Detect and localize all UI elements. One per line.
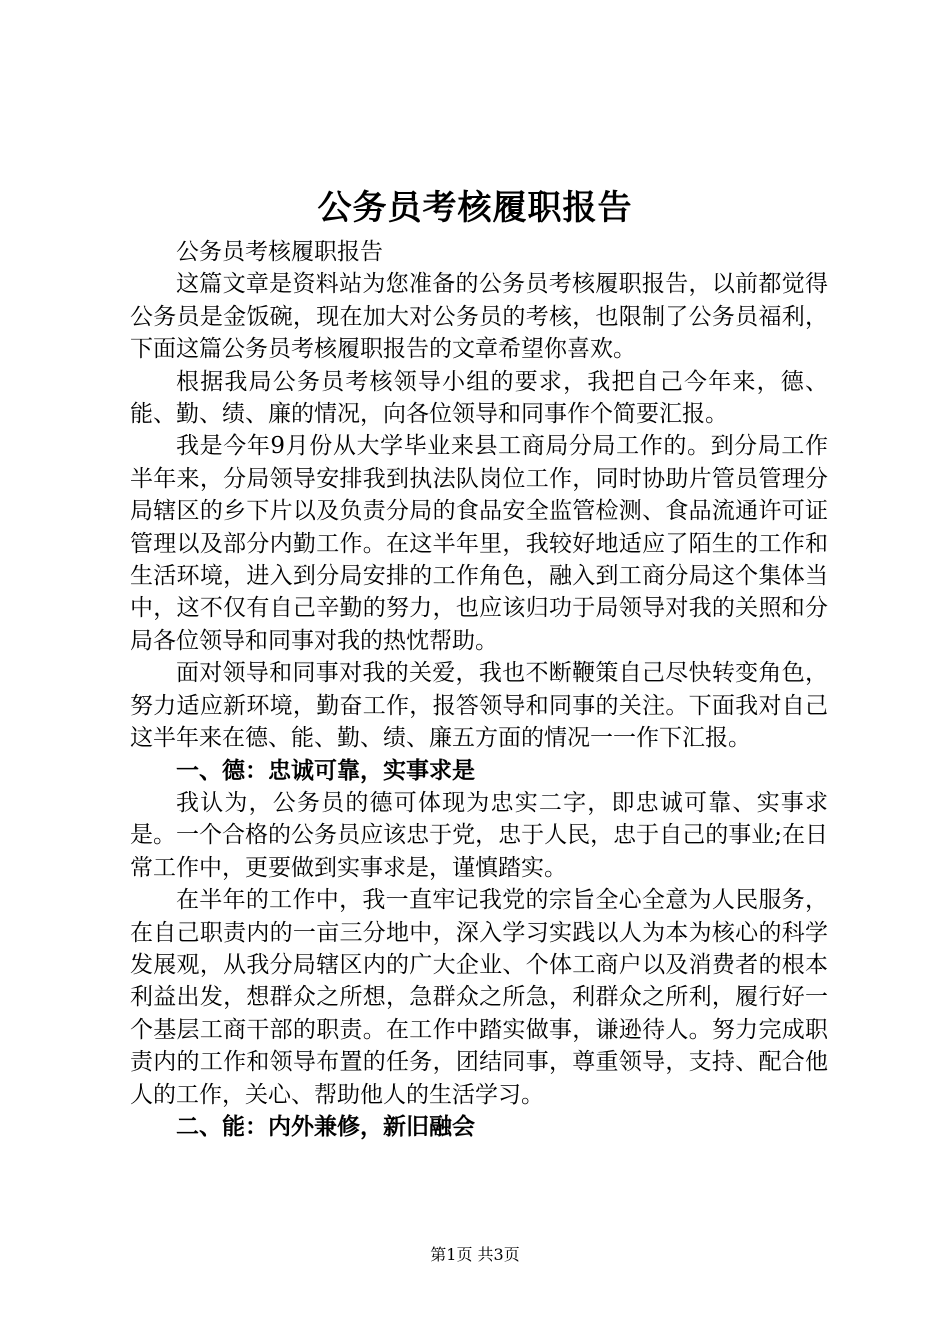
section-heading: 二、能：内外兼修，新旧融会 bbox=[176, 1113, 475, 1140]
paragraph: 我认为，公务员的德可体现为忠实二字，即忠诚可靠、实事求是。一个合格的公务员应该忠于党，忠于人民，忠于自己的事业;在日常工作中，更要做到实事求是，谨慎踏实。 bbox=[130, 789, 828, 881]
paragraph: 根据我局公务员考核领导小组的要求，我把自己今年来，德、能、勤、绩、廉的情况，向各位领导和同事作个简要汇报。 bbox=[130, 368, 828, 428]
paragraph: 公务员考核履职报告 bbox=[176, 239, 383, 265]
page-footer: 第1页 共3页 bbox=[430, 1245, 520, 1264]
paragraph: 在半年的工作中，我一直牢记我党的宗旨全心全意为人民服务，在自己职责内的一亩三分地中，深入学习实践以人为本为核心的科学发展观，从我分局辖区内的广大企业、个体工商户以及消费者的根本利益出发，想群众之所想，急群众之所急，利群众之所利，履行好一个基层工商干部的职责。在工作中踏实做事，谦逊待人。努力完成职责内的工作和领导布置的任务，团结同事，尊重领导，支持、配合他人的工作，关心、帮助他人的生活学习。 bbox=[130, 887, 828, 1108]
document-title: 公务员考核履职报告 bbox=[317, 188, 633, 228]
document-body bbox=[130, 236, 828, 1143]
section-heading: 一、德：忠诚可靠，实事求是 bbox=[176, 757, 475, 784]
paragraph: 面对领导和同事对我的关爱，我也不断鞭策自己尽快转变角色，努力适应新环境，勤奋工作，报答领导和同事的关注。下面我对自己这半年来在德、能、勤、绩、廉五方面的情况一一作下汇报。 bbox=[130, 660, 828, 752]
paragraph: 我是今年9月份从大学毕业来县工商局分局工作的。到分局工作半年来，分局领导安排我到执法队岗位工作，同时协助片管员管理分局辖区的乡下片以及负责分局的食品安全监管检测、食品流通许可证管理以及部分内勤工作。在这半年里，我较好地适应了陌生的工作和生活环境，进入到分局安排的工作角色，融入到工商分局这个集体当中，这不仅有自己辛勤的努力，也应该归功于局领导对我的关照和分局各位领导和同事对我的热忱帮助。 bbox=[130, 433, 828, 654]
paragraph: 这篇文章是资料站为您准备的公务员考核履职报告，以前都觉得公务员是金饭碗，现在加大对公务员的考核，也限制了公务员福利，下面这篇公务员考核履职报告的文章希望你喜欢。 bbox=[130, 271, 828, 363]
